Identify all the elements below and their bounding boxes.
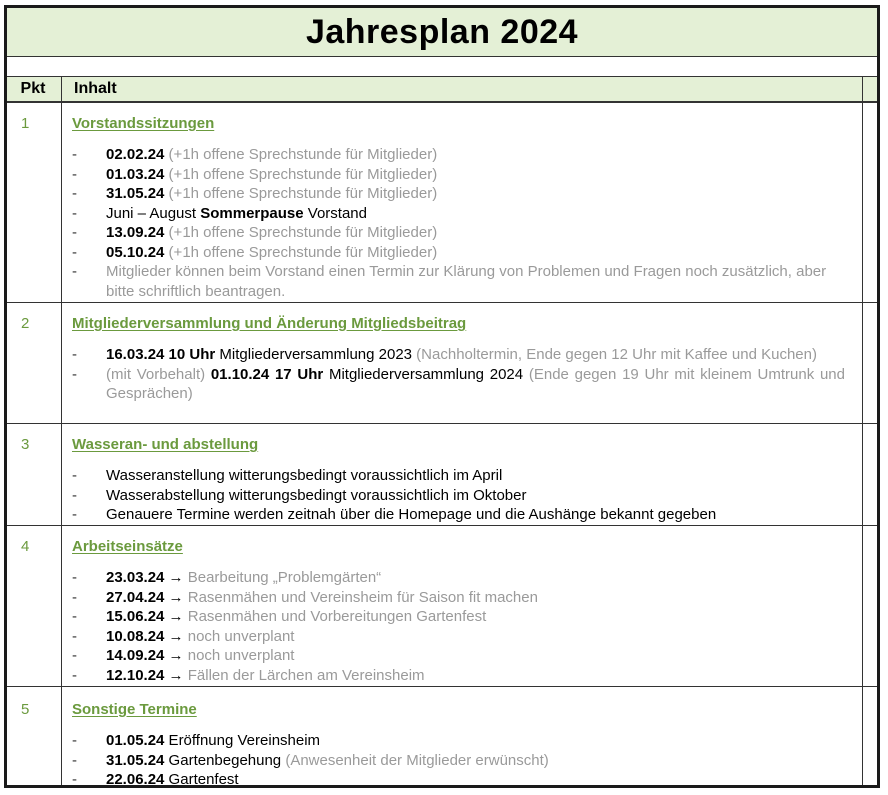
item-list: [72, 568, 845, 685]
section-title: Vorstandssitzungen: [72, 115, 215, 132]
list-item: - 27.04.24 → Rasenmähen und Vereinsheim für Saison fit machen: [72, 588, 845, 608]
list-item: - (mit Vorbehalt) 01.10.24 17 Uhr Mitgliederversammlung 2024 (Ende gegen 19 Uhr mit kleinem Umtrunk und Gesprächen): [72, 365, 845, 404]
section-vorstandssitzungen: [7, 103, 877, 303]
spacer-row: [7, 56, 877, 77]
list-item: - Wasseranstellung witterungsbedingt voraussichtlich im April: [72, 466, 845, 486]
list-item: - 13.09.24 (+1h offene Sprechstunde für Mitglieder): [72, 223, 845, 243]
section-number: 3: [21, 436, 30, 453]
section-title: Arbeitseinsätze: [72, 538, 183, 555]
section-title: Sonstige Termine: [72, 701, 197, 718]
document-frame: [4, 5, 880, 788]
section-title: Wasseran- und abstellung: [72, 436, 259, 453]
list-item: - 01.03.24 (+1h offene Sprechstunde für Mitglieder): [72, 165, 845, 185]
list-item: - 31.05.24 (+1h offene Sprechstunde für Mitglieder): [72, 184, 845, 204]
list-item: - 10.08.24 → noch unverplant: [72, 627, 845, 647]
list-item: - Genauere Termine werden zeitnah über die Homepage und die Aushänge bekannt gegeben: [72, 505, 845, 525]
list-item: - 01.05.24 Eröffnung Vereinsheim: [72, 731, 845, 751]
section-number: 1: [21, 115, 30, 132]
section-number: 4: [21, 538, 30, 555]
list-item: - 23.03.24 → Bearbeitung „Problemgärten“: [72, 568, 845, 588]
item-list: [72, 145, 845, 301]
list-item: - 22.06.24 Gartenfest: [72, 770, 845, 790]
list-item: - Juni – August Sommerpause Vorstand: [72, 204, 845, 224]
list-item: - 31.05.24 Gartenbegehung (Anwesenheit der Mitglieder erwünscht): [72, 751, 845, 771]
section-sonstige-termine: [7, 687, 877, 788]
list-item: - 15.06.24 → Rasenmähen und Vorbereitungen Gartenfest: [72, 607, 845, 627]
list-item: - 05.10.24 (+1h offene Sprechstunde für Mitglieder): [72, 243, 845, 263]
section-mitgliederversammlung: [7, 303, 877, 424]
section-arbeitseinsaetze: [7, 526, 877, 687]
list-item: - 16.03.24 10 Uhr Mitgliederversammlung 2023 (Nachholtermin, Ende gegen 12 Uhr mit Kaffee und Kuchen): [72, 345, 845, 365]
header-inhalt: Inhalt: [74, 80, 117, 97]
list-item: - 14.09.24 → noch unverplant: [72, 646, 845, 666]
table-header: [7, 77, 877, 103]
list-item: - 12.10.24 → Fällen der Lärchen am Vereinsheim: [72, 666, 845, 686]
section-title: Mitgliederversammlung und Änderung Mitgliedsbeitrag: [72, 315, 467, 332]
header-pkt: Pkt: [20, 80, 46, 97]
section-number: 5: [21, 701, 30, 718]
page-title: Jahresplan 2024: [7, 8, 877, 57]
list-item: - Wasserabstellung witterungsbedingt voraussichtlich im Oktober: [72, 486, 845, 506]
item-list: [72, 466, 845, 525]
section-wasser: [7, 424, 877, 526]
item-list: [72, 345, 845, 404]
list-item: - Mitglieder können beim Vorstand einen Termin zur Klärung von Problemen und Fragen noch zusätzlich, aber bitte schriftlich beantragen.: [72, 262, 845, 301]
section-number: 2: [21, 315, 30, 332]
item-list: [72, 731, 845, 790]
list-item: - 02.02.24 (+1h offene Sprechstunde für Mitglieder): [72, 145, 845, 165]
